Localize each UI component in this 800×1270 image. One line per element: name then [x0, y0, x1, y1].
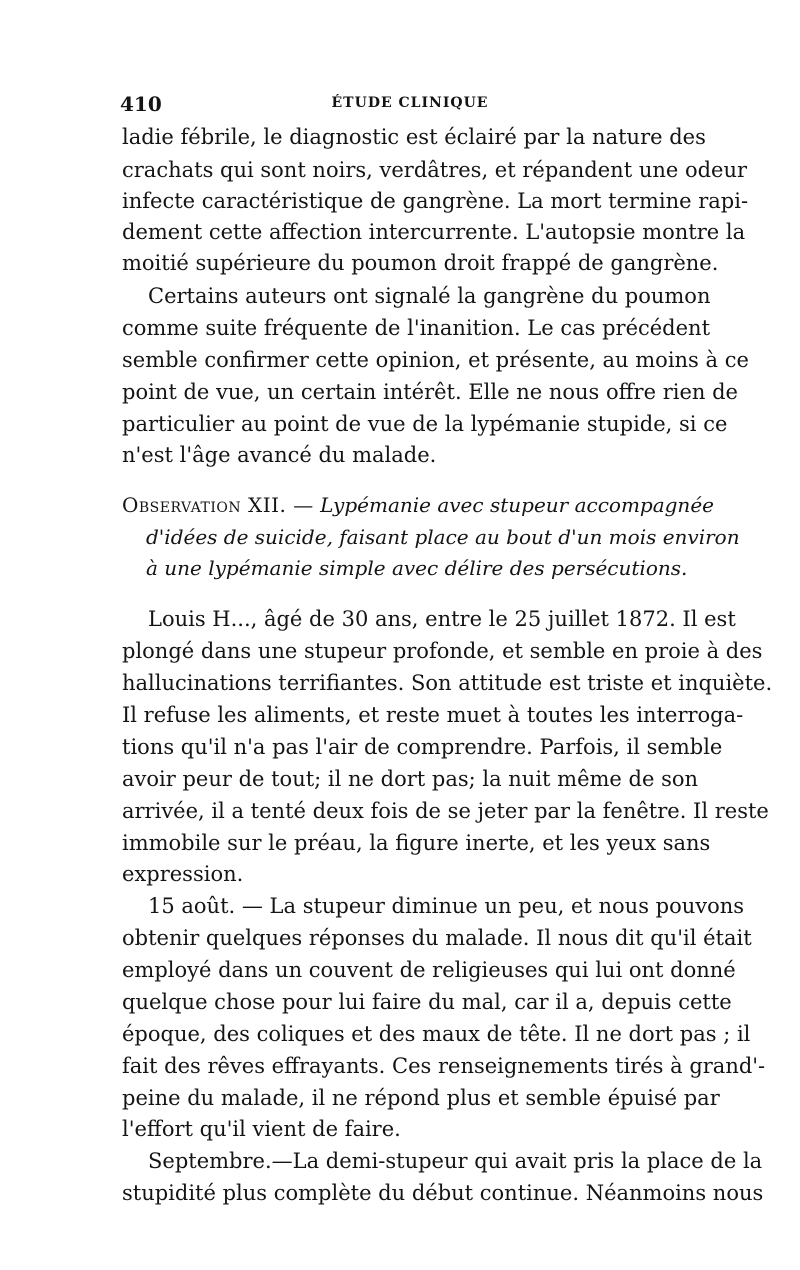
- text-line: immobile sur le préau, la figure inerte, et les yeux sans: [122, 831, 711, 855]
- observation-label: Observation XII. —: [122, 493, 314, 517]
- observation-title-line: d'idées de suicide, faisant place au bout d'un mois environ: [146, 525, 740, 549]
- running-header: [120, 92, 680, 114]
- text-line: quelque chose pour lui faire du mal, car il a, depuis cette: [122, 990, 732, 1014]
- text-line: fait des rêves effrayants. Ces renseignements tirés à grand'-: [122, 1054, 766, 1078]
- observation-heading: [122, 490, 714, 520]
- observation-title: Lypémanie avec stupeur accompagnée: [320, 493, 714, 517]
- text-line: l'effort qu'il vient de faire.: [122, 1117, 401, 1141]
- text-line: époque, des coliques et des maux de tête. Il ne dort pas ; il: [122, 1022, 751, 1046]
- text-line: avoir peur de tout; il ne dort pas; la nuit même de son: [122, 767, 699, 791]
- text-line: Il refuse les aliments, et reste muet à toutes les interroga-: [122, 703, 744, 727]
- text-line: Louis H..., âgé de 30 ans, entre le 25 juillet 1872. Il est: [148, 607, 736, 631]
- text-line: Septembre.—La demi-stupeur qui avait pris la place de la: [148, 1149, 763, 1173]
- text-line: infecte caractéristique de gangrène. La mort termine rapi-: [122, 189, 749, 213]
- text-line: stupidité plus complète du début continue. Néanmoins nous: [122, 1181, 764, 1205]
- text-line: semble confirmer cette opinion, et présente, au moins à ce: [122, 348, 749, 372]
- observation-title-line: à une lypémanie simple avec délire des persécutions.: [146, 556, 688, 580]
- text-line: peine du malade, il ne répond plus et semble épuisé par: [122, 1086, 720, 1110]
- text-line: n'est l'âge avancé du malade.: [122, 443, 437, 467]
- running-title: ÉTUDE CLINIQUE: [331, 95, 489, 111]
- text-line: ladie fébrile, le diagnostic est éclairé par la nature des: [122, 125, 706, 149]
- text-line: crachats qui sont noirs, verdâtres, et répandent une odeur: [122, 158, 748, 182]
- page-number: 410: [120, 92, 162, 116]
- text-line: 15 août. — La stupeur diminue un peu, et nous pouvons: [148, 894, 745, 918]
- text-line: comme suite fréquente de l'inanition. Le cas précédent: [122, 316, 711, 340]
- text-line: moitié supérieure du poumon droit frappé de gangrène.: [122, 251, 719, 275]
- text-line: employé dans un couvent de religieuses qui lui ont donné: [122, 958, 736, 982]
- text-line: particulier au point de vue de la lypémanie stupide, si ce: [122, 412, 728, 436]
- text-line: plongé dans une stupeur profonde, et semble en proie à des: [122, 639, 763, 663]
- text-line: dement cette affection intercurrente. L'autopsie montre la: [122, 220, 746, 244]
- text-line: tions qu'il n'a pas l'air de comprendre. Parfois, il semble: [122, 735, 723, 759]
- text-line: Certains auteurs ont signalé la gangrène du poumon: [148, 284, 711, 308]
- text-line: hallucinations terrifiantes. Son attitude est triste et inquiète.: [122, 671, 773, 695]
- text-line: point de vue, un certain intérêt. Elle ne nous offre rien de: [122, 380, 738, 404]
- text-line: expression.: [122, 862, 244, 886]
- text-line: obtenir quelques réponses du malade. Il nous dit qu'il était: [122, 926, 752, 950]
- text-line: arrivée, il a tenté deux fois de se jeter par la fenêtre. Il reste: [122, 799, 769, 823]
